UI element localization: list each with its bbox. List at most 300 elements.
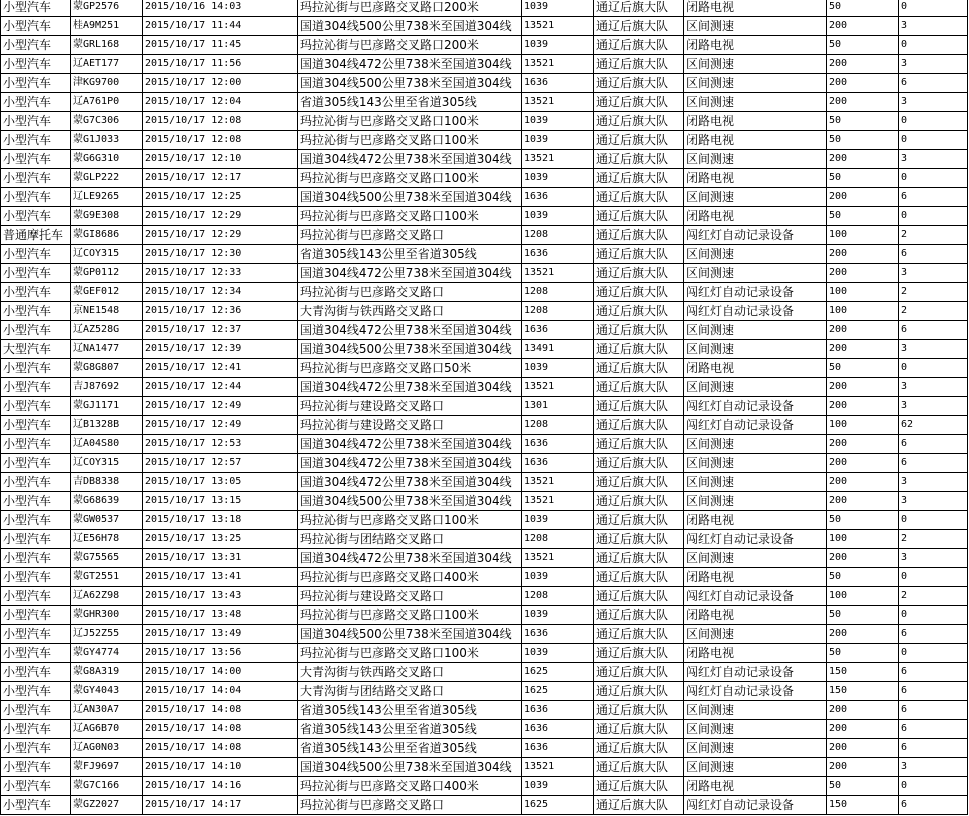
vehicle-type-cell: 小型汽车 — [1, 264, 71, 283]
plate-number-cell: 蒙GW0537 — [71, 511, 143, 530]
code-cell: 13521 — [522, 150, 594, 169]
code-cell: 1039 — [522, 169, 594, 188]
points-cell: 0 — [899, 36, 968, 55]
code-cell: 1636 — [522, 625, 594, 644]
points-cell: 6 — [899, 625, 968, 644]
plate-number-cell: 辽E56H78 — [71, 530, 143, 549]
fine-cell: 200 — [827, 188, 899, 207]
fine-cell: 50 — [827, 777, 899, 796]
table-row — [1, 264, 968, 283]
code-cell: 1636 — [522, 720, 594, 739]
datetime-cell: 2015/10/17 12:29 — [143, 226, 298, 245]
code-cell: 1208 — [522, 530, 594, 549]
points-cell: 2 — [899, 283, 968, 302]
table-row — [1, 359, 968, 378]
code-cell: 13521 — [522, 758, 594, 777]
points-cell: 6 — [899, 74, 968, 93]
plate-number-cell: 辽A62Z98 — [71, 587, 143, 606]
points-cell: 6 — [899, 701, 968, 720]
code-cell: 1039 — [522, 36, 594, 55]
code-cell: 1039 — [522, 568, 594, 587]
datetime-cell: 2015/10/17 11:56 — [143, 55, 298, 74]
table-row — [1, 226, 968, 245]
unit-cell: 通辽后旗大队 — [594, 359, 684, 378]
fine-cell: 200 — [827, 397, 899, 416]
vehicle-type-cell: 小型汽车 — [1, 397, 71, 416]
plate-number-cell: 辽COY315 — [71, 454, 143, 473]
datetime-cell: 2015/10/17 11:45 — [143, 36, 298, 55]
code-cell: 1636 — [522, 454, 594, 473]
unit-cell: 通辽后旗大队 — [594, 150, 684, 169]
fine-cell: 200 — [827, 55, 899, 74]
location-cell: 国道304线500公里738米至国道304线 — [298, 492, 522, 511]
table-row — [1, 435, 968, 454]
datetime-cell: 2015/10/17 12:25 — [143, 188, 298, 207]
points-cell: 6 — [899, 796, 968, 815]
plate-number-cell: 蒙GP0112 — [71, 264, 143, 283]
unit-cell: 通辽后旗大队 — [594, 112, 684, 131]
vehicle-type-cell: 小型汽车 — [1, 169, 71, 188]
vehicle-type-cell: 小型汽车 — [1, 416, 71, 435]
code-cell: 1625 — [522, 663, 594, 682]
vehicle-type-cell: 大型汽车 — [1, 340, 71, 359]
vehicle-type-cell: 小型汽车 — [1, 188, 71, 207]
fine-cell: 50 — [827, 131, 899, 150]
location-cell: 玛拉沁街与巴彦路交叉路口100米 — [298, 207, 522, 226]
vehicle-type-cell: 小型汽车 — [1, 796, 71, 815]
unit-cell: 通辽后旗大队 — [594, 435, 684, 454]
unit-cell: 通辽后旗大队 — [594, 587, 684, 606]
device-cell: 闯红灯自动记录设备 — [684, 530, 827, 549]
device-cell: 闭路电视 — [684, 606, 827, 625]
plate-number-cell: 蒙G9E308 — [71, 207, 143, 226]
code-cell: 1636 — [522, 321, 594, 340]
fine-cell: 200 — [827, 739, 899, 758]
unit-cell: 通辽后旗大队 — [594, 17, 684, 36]
fine-cell: 50 — [827, 169, 899, 188]
datetime-cell: 2015/10/17 13:31 — [143, 549, 298, 568]
unit-cell: 通辽后旗大队 — [594, 245, 684, 264]
fine-cell: 50 — [827, 207, 899, 226]
unit-cell: 通辽后旗大队 — [594, 644, 684, 663]
unit-cell: 通辽后旗大队 — [594, 739, 684, 758]
points-cell: 6 — [899, 454, 968, 473]
location-cell: 国道304线472公里738米至国道304线 — [298, 454, 522, 473]
location-cell: 大青沟街与团结路交叉路口 — [298, 682, 522, 701]
code-cell: 13521 — [522, 93, 594, 112]
unit-cell: 通辽后旗大队 — [594, 416, 684, 435]
location-cell: 国道304线500公里738米至国道304线 — [298, 340, 522, 359]
table-row — [1, 606, 968, 625]
vehicle-type-cell: 小型汽车 — [1, 17, 71, 36]
code-cell: 1039 — [522, 207, 594, 226]
vehicle-type-cell: 小型汽车 — [1, 435, 71, 454]
fine-cell: 50 — [827, 644, 899, 663]
points-cell: 0 — [899, 777, 968, 796]
fine-cell: 200 — [827, 492, 899, 511]
unit-cell: 通辽后旗大队 — [594, 701, 684, 720]
vehicle-type-cell: 小型汽车 — [1, 606, 71, 625]
datetime-cell: 2015/10/17 13:49 — [143, 625, 298, 644]
datetime-cell: 2015/10/17 14:04 — [143, 682, 298, 701]
datetime-cell: 2015/10/17 13:48 — [143, 606, 298, 625]
unit-cell: 通辽后旗大队 — [594, 606, 684, 625]
datetime-cell: 2015/10/17 14:16 — [143, 777, 298, 796]
plate-number-cell: 蒙G1J033 — [71, 131, 143, 150]
unit-cell: 通辽后旗大队 — [594, 0, 684, 17]
datetime-cell: 2015/10/17 14:08 — [143, 739, 298, 758]
plate-number-cell: 辽AZ528G — [71, 321, 143, 340]
device-cell: 区间测速 — [684, 378, 827, 397]
plate-number-cell: 蒙GT2551 — [71, 568, 143, 587]
location-cell: 大青沟街与铁西路交叉路口 — [298, 663, 522, 682]
datetime-cell: 2015/10/17 14:10 — [143, 758, 298, 777]
table-row — [1, 0, 968, 17]
table-row — [1, 131, 968, 150]
code-cell: 1039 — [522, 777, 594, 796]
fine-cell: 200 — [827, 625, 899, 644]
points-cell: 2 — [899, 530, 968, 549]
unit-cell: 通辽后旗大队 — [594, 169, 684, 188]
unit-cell: 通辽后旗大队 — [594, 131, 684, 150]
code-cell: 13491 — [522, 340, 594, 359]
location-cell: 国道304线500公里738米至国道304线 — [298, 74, 522, 93]
datetime-cell: 2015/10/17 12:04 — [143, 93, 298, 112]
code-cell: 1039 — [522, 131, 594, 150]
location-cell: 玛拉沁街与巴彦路交叉路口200米 — [298, 0, 522, 17]
table-row — [1, 682, 968, 701]
table-row — [1, 416, 968, 435]
plate-number-cell: 津KG9700 — [71, 74, 143, 93]
plate-number-cell: 辽A761P0 — [71, 93, 143, 112]
points-cell: 0 — [899, 511, 968, 530]
vehicle-type-cell: 小型汽车 — [1, 758, 71, 777]
fine-cell: 200 — [827, 93, 899, 112]
code-cell: 1208 — [522, 587, 594, 606]
datetime-cell: 2015/10/16 14:03 — [143, 0, 298, 17]
location-cell: 玛拉沁街与巴彦路交叉路口100米 — [298, 511, 522, 530]
device-cell: 区间测速 — [684, 492, 827, 511]
vehicle-type-cell: 普通摩托车 — [1, 226, 71, 245]
points-cell: 0 — [899, 131, 968, 150]
points-cell: 0 — [899, 169, 968, 188]
points-cell: 3 — [899, 150, 968, 169]
points-cell: 3 — [899, 758, 968, 777]
points-cell: 3 — [899, 397, 968, 416]
device-cell: 区间测速 — [684, 758, 827, 777]
datetime-cell: 2015/10/17 12:36 — [143, 302, 298, 321]
location-cell: 玛拉沁街与巴彦路交叉路口 — [298, 283, 522, 302]
device-cell: 闯红灯自动记录设备 — [684, 416, 827, 435]
code-cell: 13521 — [522, 55, 594, 74]
vehicle-type-cell: 小型汽车 — [1, 112, 71, 131]
vehicle-type-cell: 小型汽车 — [1, 549, 71, 568]
device-cell: 区间测速 — [684, 245, 827, 264]
location-cell: 玛拉沁街与巴彦路交叉路口200米 — [298, 36, 522, 55]
code-cell: 1636 — [522, 74, 594, 93]
points-cell: 0 — [899, 207, 968, 226]
code-cell: 13521 — [522, 473, 594, 492]
points-cell: 6 — [899, 321, 968, 340]
table-row — [1, 492, 968, 511]
location-cell: 玛拉沁街与巴彦路交叉路口100米 — [298, 169, 522, 188]
vehicle-type-cell: 小型汽车 — [1, 644, 71, 663]
device-cell: 闭路电视 — [684, 36, 827, 55]
table-row — [1, 188, 968, 207]
device-cell: 闯红灯自动记录设备 — [684, 397, 827, 416]
datetime-cell: 2015/10/17 13:56 — [143, 644, 298, 663]
device-cell: 闯红灯自动记录设备 — [684, 302, 827, 321]
unit-cell: 通辽后旗大队 — [594, 378, 684, 397]
unit-cell: 通辽后旗大队 — [594, 663, 684, 682]
code-cell: 1636 — [522, 701, 594, 720]
vehicle-type-cell: 小型汽车 — [1, 663, 71, 682]
unit-cell: 通辽后旗大队 — [594, 511, 684, 530]
datetime-cell: 2015/10/17 14:00 — [143, 663, 298, 682]
plate-number-cell: 蒙GEF012 — [71, 283, 143, 302]
fine-cell: 50 — [827, 511, 899, 530]
points-cell: 0 — [899, 644, 968, 663]
vehicle-type-cell: 小型汽车 — [1, 131, 71, 150]
points-cell: 0 — [899, 359, 968, 378]
device-cell: 区间测速 — [684, 720, 827, 739]
points-cell: 2 — [899, 226, 968, 245]
table-row — [1, 720, 968, 739]
vehicle-type-cell: 小型汽车 — [1, 530, 71, 549]
device-cell: 区间测速 — [684, 454, 827, 473]
plate-number-cell: 桂A9M251 — [71, 17, 143, 36]
table-row — [1, 112, 968, 131]
fine-cell: 50 — [827, 606, 899, 625]
table-row — [1, 169, 968, 188]
code-cell: 1208 — [522, 283, 594, 302]
code-cell: 1301 — [522, 397, 594, 416]
datetime-cell: 2015/10/17 12:49 — [143, 397, 298, 416]
points-cell: 6 — [899, 720, 968, 739]
location-cell: 国道304线472公里738米至国道304线 — [298, 321, 522, 340]
table-row — [1, 473, 968, 492]
datetime-cell: 2015/10/17 13:05 — [143, 473, 298, 492]
device-cell: 区间测速 — [684, 17, 827, 36]
table-row — [1, 568, 968, 587]
unit-cell: 通辽后旗大队 — [594, 796, 684, 815]
vehicle-type-cell: 小型汽车 — [1, 511, 71, 530]
points-cell: 3 — [899, 492, 968, 511]
fine-cell: 50 — [827, 0, 899, 17]
plate-number-cell: 蒙G68639 — [71, 492, 143, 511]
datetime-cell: 2015/10/17 14:08 — [143, 720, 298, 739]
plate-number-cell: 辽J52Z55 — [71, 625, 143, 644]
location-cell: 省道305线143公里至省道305线 — [298, 245, 522, 264]
table-row — [1, 150, 968, 169]
device-cell: 闭路电视 — [684, 131, 827, 150]
plate-number-cell: 辽LE9265 — [71, 188, 143, 207]
vehicle-type-cell: 小型汽车 — [1, 321, 71, 340]
points-cell: 2 — [899, 587, 968, 606]
device-cell: 闭路电视 — [684, 511, 827, 530]
points-cell: 3 — [899, 264, 968, 283]
device-cell: 闯红灯自动记录设备 — [684, 682, 827, 701]
unit-cell: 通辽后旗大队 — [594, 36, 684, 55]
unit-cell: 通辽后旗大队 — [594, 188, 684, 207]
location-cell: 玛拉沁街与巴彦路交叉路口50米 — [298, 359, 522, 378]
fine-cell: 200 — [827, 150, 899, 169]
plate-number-cell: 辽AG0N03 — [71, 739, 143, 758]
datetime-cell: 2015/10/17 12:29 — [143, 207, 298, 226]
location-cell: 玛拉沁街与巴彦路交叉路口100米 — [298, 112, 522, 131]
device-cell: 区间测速 — [684, 188, 827, 207]
table-row — [1, 207, 968, 226]
plate-number-cell: 蒙GLP222 — [71, 169, 143, 188]
points-cell: 62 — [899, 416, 968, 435]
code-cell: 1039 — [522, 0, 594, 17]
device-cell: 闭路电视 — [684, 112, 827, 131]
unit-cell: 通辽后旗大队 — [594, 568, 684, 587]
points-cell: 3 — [899, 17, 968, 36]
code-cell: 13521 — [522, 17, 594, 36]
location-cell: 国道304线472公里738米至国道304线 — [298, 549, 522, 568]
device-cell: 闯红灯自动记录设备 — [684, 587, 827, 606]
datetime-cell: 2015/10/17 12:10 — [143, 150, 298, 169]
device-cell: 区间测速 — [684, 340, 827, 359]
device-cell: 区间测速 — [684, 74, 827, 93]
datetime-cell: 2015/10/17 12:39 — [143, 340, 298, 359]
unit-cell: 通辽后旗大队 — [594, 302, 684, 321]
plate-number-cell: 辽COY315 — [71, 245, 143, 264]
datetime-cell: 2015/10/17 12:37 — [143, 321, 298, 340]
location-cell: 省道305线143公里至省道305线 — [298, 720, 522, 739]
device-cell: 区间测速 — [684, 701, 827, 720]
table-row — [1, 93, 968, 112]
vehicle-type-cell: 小型汽车 — [1, 36, 71, 55]
table-row — [1, 17, 968, 36]
datetime-cell: 2015/10/17 12:08 — [143, 131, 298, 150]
table-row — [1, 321, 968, 340]
unit-cell: 通辽后旗大队 — [594, 492, 684, 511]
unit-cell: 通辽后旗大队 — [594, 777, 684, 796]
device-cell: 区间测速 — [684, 321, 827, 340]
fine-cell: 150 — [827, 682, 899, 701]
datetime-cell: 2015/10/17 12:17 — [143, 169, 298, 188]
vehicle-type-cell: 小型汽车 — [1, 777, 71, 796]
points-cell: 0 — [899, 112, 968, 131]
fine-cell: 100 — [827, 283, 899, 302]
device-cell: 闭路电视 — [684, 0, 827, 17]
plate-number-cell: 辽AET177 — [71, 55, 143, 74]
unit-cell: 通辽后旗大队 — [594, 758, 684, 777]
plate-number-cell: 蒙G8G807 — [71, 359, 143, 378]
datetime-cell: 2015/10/17 12:34 — [143, 283, 298, 302]
code-cell: 1039 — [522, 112, 594, 131]
fine-cell: 150 — [827, 796, 899, 815]
fine-cell: 50 — [827, 568, 899, 587]
datetime-cell: 2015/10/17 14:17 — [143, 796, 298, 815]
vehicle-type-cell: 小型汽车 — [1, 93, 71, 112]
vehicle-type-cell: 小型汽车 — [1, 359, 71, 378]
datetime-cell: 2015/10/17 12:00 — [143, 74, 298, 93]
vehicle-type-cell: 小型汽车 — [1, 55, 71, 74]
plate-number-cell: 蒙GP2576 — [71, 0, 143, 17]
table-row — [1, 530, 968, 549]
location-cell: 玛拉沁街与巴彦路交叉路口100米 — [298, 606, 522, 625]
table-row — [1, 549, 968, 568]
fine-cell: 50 — [827, 36, 899, 55]
unit-cell: 通辽后旗大队 — [594, 283, 684, 302]
code-cell: 1636 — [522, 245, 594, 264]
fine-cell: 100 — [827, 587, 899, 606]
datetime-cell: 2015/10/17 12:53 — [143, 435, 298, 454]
fine-cell: 100 — [827, 226, 899, 245]
points-cell: 6 — [899, 739, 968, 758]
unit-cell: 通辽后旗大队 — [594, 549, 684, 568]
device-cell: 闯红灯自动记录设备 — [684, 226, 827, 245]
fine-cell: 100 — [827, 302, 899, 321]
unit-cell: 通辽后旗大队 — [594, 264, 684, 283]
vehicle-type-cell: 小型汽车 — [1, 625, 71, 644]
unit-cell: 通辽后旗大队 — [594, 397, 684, 416]
plate-number-cell: 蒙GY4774 — [71, 644, 143, 663]
datetime-cell: 2015/10/17 13:41 — [143, 568, 298, 587]
points-cell: 6 — [899, 663, 968, 682]
vehicle-type-cell: 小型汽车 — [1, 720, 71, 739]
datetime-cell: 2015/10/17 12:57 — [143, 454, 298, 473]
fine-cell: 150 — [827, 663, 899, 682]
plate-number-cell: 蒙G8A319 — [71, 663, 143, 682]
table-row — [1, 644, 968, 663]
location-cell: 玛拉沁街与巴彦路交叉路口100米 — [298, 644, 522, 663]
points-cell: 3 — [899, 549, 968, 568]
fine-cell: 100 — [827, 530, 899, 549]
datetime-cell: 2015/10/17 12:30 — [143, 245, 298, 264]
table-body — [1, 0, 968, 815]
vehicle-type-cell: 小型汽车 — [1, 739, 71, 758]
device-cell: 闯红灯自动记录设备 — [684, 796, 827, 815]
code-cell: 13521 — [522, 264, 594, 283]
location-cell: 玛拉沁街与巴彦路交叉路口400米 — [298, 568, 522, 587]
plate-number-cell: 蒙G6G310 — [71, 150, 143, 169]
fine-cell: 200 — [827, 245, 899, 264]
location-cell: 玛拉沁街与巴彦路交叉路口 — [298, 796, 522, 815]
code-cell: 13521 — [522, 492, 594, 511]
points-cell: 3 — [899, 55, 968, 74]
unit-cell: 通辽后旗大队 — [594, 321, 684, 340]
vehicle-type-cell: 小型汽车 — [1, 492, 71, 511]
datetime-cell: 2015/10/17 12:33 — [143, 264, 298, 283]
table-row — [1, 340, 968, 359]
plate-number-cell: 辽AN30A7 — [71, 701, 143, 720]
fine-cell: 200 — [827, 17, 899, 36]
plate-number-cell: 辽AG6B70 — [71, 720, 143, 739]
vehicle-type-cell: 小型汽车 — [1, 302, 71, 321]
table-row — [1, 625, 968, 644]
points-cell: 0 — [899, 606, 968, 625]
location-cell: 省道305线143公里至省道305线 — [298, 93, 522, 112]
plate-number-cell: 蒙GY4043 — [71, 682, 143, 701]
location-cell: 国道304线472公里738米至国道304线 — [298, 473, 522, 492]
location-cell: 国道304线500公里738米至国道304线 — [298, 758, 522, 777]
location-cell: 国道304线472公里738米至国道304线 — [298, 435, 522, 454]
vehicle-type-cell: 小型汽车 — [1, 682, 71, 701]
location-cell: 玛拉沁街与建设路交叉路口 — [298, 416, 522, 435]
table-row — [1, 245, 968, 264]
device-cell: 区间测速 — [684, 435, 827, 454]
location-cell: 国道304线500公里738米至国道304线 — [298, 188, 522, 207]
code-cell: 1625 — [522, 682, 594, 701]
fine-cell: 200 — [827, 473, 899, 492]
fine-cell: 200 — [827, 454, 899, 473]
fine-cell: 200 — [827, 758, 899, 777]
location-cell: 玛拉沁街与团结路交叉路口 — [298, 530, 522, 549]
